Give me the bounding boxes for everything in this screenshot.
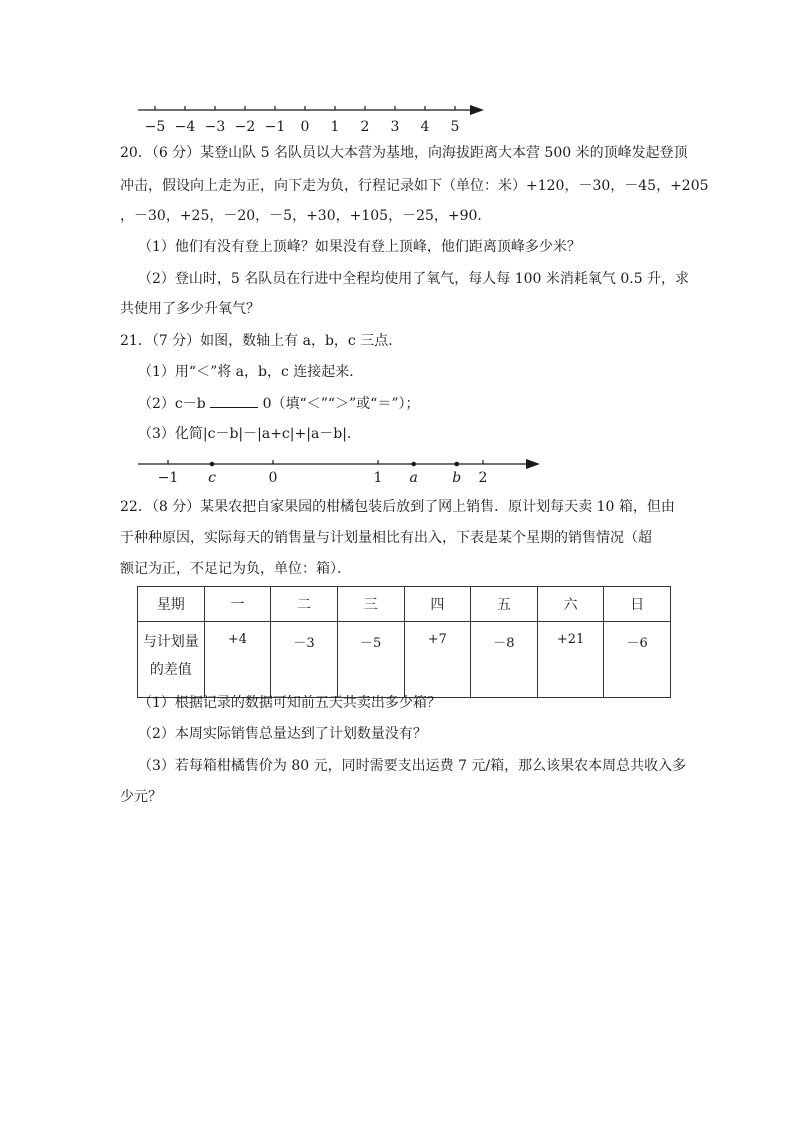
day-cell: 三 [337, 587, 404, 622]
tick-label: 5 [450, 119, 460, 135]
diff-cell: +4 [204, 622, 271, 698]
sales-table [137, 586, 671, 698]
diff-cell: －3 [271, 622, 338, 698]
day-cell: 六 [537, 587, 604, 622]
answer-blank[interactable] [210, 393, 258, 408]
diff-cell: －8 [471, 622, 538, 698]
day-cell: 四 [404, 587, 471, 622]
q20-line-1: 20．（6 分）某登山队 5 名队员以大本营为基地，向海拔距离大本营 500 米的顶峰发起登顶 [120, 145, 688, 161]
header-label: 星期 [138, 587, 205, 622]
table-header-row [138, 587, 671, 622]
point-c [210, 462, 215, 467]
tick-label: −1 [264, 119, 286, 135]
point-label: c [208, 470, 217, 486]
number-line-top [130, 98, 490, 138]
point-b [454, 462, 459, 467]
q21-sub-2 [138, 393, 698, 414]
q22-sub-3-line-1: （3）若每箱柑橘售价为 80 元，同时需要支出运费 7 元/箱，那么该果农本周总共收入多 [138, 758, 687, 774]
day-cell: 五 [471, 587, 538, 622]
day-cell: 二 [271, 587, 338, 622]
q21-sub-2-prefix: （2）c－b [138, 396, 206, 412]
q22-line-1: 22．（8 分）某果农把自家果园的柑橘包装后放到了网上销售．原计划每天卖 10 箱，但由 [120, 499, 675, 515]
q20-sub-1: （1）他们有没有登上顶峰？如果没有登上顶峰，他们距离顶峰多少米？ [138, 239, 581, 255]
diff-cell: +21 [537, 622, 604, 698]
tick-label: −5 [144, 119, 166, 135]
diff-cell: －5 [337, 622, 404, 698]
q20-line-2: 冲击，假设向上走为正，向下走为负，行程记录如下（单位：米）+120，－30，－45，+205 [120, 178, 709, 194]
day-cell: 日 [604, 587, 671, 622]
q21-sub-2-suffix: 0（填“＜”“＞”或“＝”）； [262, 396, 420, 412]
point-label: b [452, 470, 462, 486]
number-line-q21 [130, 452, 550, 488]
q22-sub-3-line-2: 少元？ [120, 789, 162, 805]
q20-line-3: ，－30，+25，－20，－5，+30，+105，－25，+90． [120, 208, 492, 224]
diff-label-line-1: 与计划量 [142, 634, 199, 650]
tick-label: 1 [373, 470, 383, 486]
day-cell: 一 [204, 587, 271, 622]
q20-sub-2-line-1: （2）登山时，5 名队员在行进中全程均使用了氧气，每人每 100 米消耗氧气 0.5 升，求 [138, 271, 690, 287]
q22-line-3: 额记为正，不足记为负，单位：箱）． [120, 561, 351, 577]
tick-label: −1 [157, 470, 179, 486]
q22-sub-2: （2）本周实际销售总量达到了计划数量没有？ [138, 726, 427, 742]
q22-line-2: 于种种原因，实际每天的销售量与计划量相比有出入，下表是某个星期的销售情况（超 [120, 530, 652, 546]
tick-label: −2 [234, 119, 256, 135]
diff-label [138, 622, 205, 698]
table-diff-row [138, 622, 671, 698]
tick-label: 2 [478, 470, 488, 486]
q21-sub-1: （1）用“＜”将 a，b，c 连接起来． [138, 364, 364, 380]
point-a [411, 462, 416, 467]
q21-line-1: 21．（7 分）如图，数轴上有 a，b，c 三点． [120, 333, 403, 349]
diff-cell: +7 [404, 622, 471, 698]
q22-sub-1: （1）根据记录的数据可知前五天共卖出多少箱？ [138, 695, 441, 711]
tick-label: 3 [390, 119, 400, 135]
q20-sub-2-line-2: 共使用了多少升氧气？ [120, 301, 260, 317]
tick-label: 4 [420, 119, 430, 135]
tick-label: −3 [204, 119, 226, 135]
tick-label: 0 [268, 470, 278, 486]
tick-label: −4 [174, 119, 196, 135]
diff-cell: －6 [604, 622, 671, 698]
tick-label: 2 [360, 119, 370, 135]
q21-sub-3: （3）化简|c－b|－|a+c|+|a－b|． [138, 426, 361, 442]
tick-label: 1 [330, 119, 340, 135]
point-label: a [409, 470, 418, 486]
tick-label: 0 [300, 119, 310, 135]
diff-label-line-2: 的差值 [149, 662, 192, 678]
